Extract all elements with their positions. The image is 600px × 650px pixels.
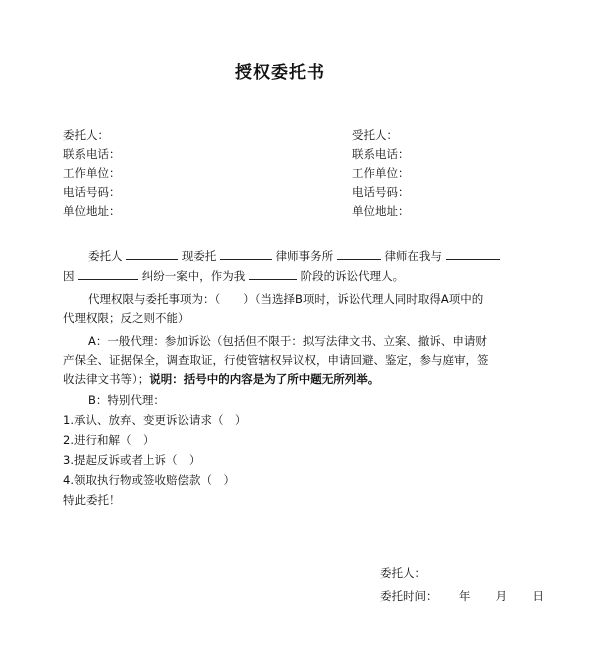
blank-stage — [249, 268, 297, 280]
general-agency-note: 说明：括号中的内容是为了所中题无所列举。 — [149, 372, 380, 386]
special-item-3: 3.提起反诉或者上诉（ ） — [63, 453, 201, 467]
authority-line-1: 代理权限与委托事项为：（ ）（当选择B项时，诉讼代理人同时取得A项中的 — [88, 292, 484, 306]
closing-text: 特此委托！ — [63, 493, 121, 507]
general-agency-docs-text: 收法律文书等）； — [63, 372, 150, 386]
signature-time-row — [380, 588, 544, 604]
signature-month: 月 — [495, 589, 508, 603]
special-item-1: 1.承认、放弃、变更诉讼请求（ ） — [63, 413, 247, 427]
special-agency-label: B：特别代理： — [88, 393, 165, 407]
agent-info — [352, 126, 410, 221]
agent-address-label: 单位地址： — [352, 204, 410, 218]
statement-entrust-text: 现委托 — [181, 249, 217, 263]
principal-info — [63, 126, 121, 221]
special-item-2: 2.进行和解（ ） — [63, 433, 155, 447]
signature-day: 日 — [532, 589, 544, 603]
statement-firm-text: 律师事务所 — [275, 249, 334, 263]
principal-name-label: 委托人： — [63, 128, 109, 142]
special-item-4: 4.领取执行物或签收赔偿款（ ） — [63, 473, 235, 487]
principal-tel-label: 电话号码： — [63, 185, 121, 199]
signature-year: 年 — [458, 589, 471, 603]
agent-work-unit-label: 工作单位： — [352, 166, 410, 180]
general-agency-line-3 — [63, 371, 379, 387]
blank-opposing-party — [446, 248, 500, 260]
statement-line-1 — [88, 248, 500, 264]
statement-case-text: 纠纷一案中，作为我 — [141, 269, 246, 283]
statement-because-text: 因 — [63, 269, 75, 283]
document-title: 授权委托书 — [235, 63, 325, 83]
blank-law-firm — [220, 248, 272, 260]
agent-tel-label: 电话号码： — [352, 185, 410, 199]
principal-phone-label: 联系电话： — [63, 147, 121, 161]
agent-name-label: 受托人： — [352, 128, 398, 142]
agent-phone-label: 联系电话： — [352, 147, 410, 161]
principal-address-label: 单位地址： — [63, 204, 121, 218]
statement-role-text: 阶段的诉讼代理人。 — [300, 269, 405, 283]
statement-lawyer-text: 律师在我与 — [384, 249, 442, 263]
signature-principal-label: 委托人： — [380, 566, 426, 580]
general-agency-line-1: A：一般代理：参加诉讼（包括但不限于：拟写法律文书、立案、撤诉、申请财 — [88, 334, 487, 348]
general-agency-line-2: 产保全、证据保全，调查取证，行使管辖权异议权，申请回避、鉴定，参与庭审，签 — [63, 353, 489, 367]
statement-line-2 — [63, 268, 404, 284]
blank-lawyer-name — [337, 248, 381, 260]
blank-dispute-type — [78, 268, 138, 280]
authority-line-2: 代理权限；反之则不能） — [63, 311, 190, 325]
statement-principal-text: 委托人 — [88, 249, 123, 263]
principal-work-unit-label: 工作单位： — [63, 166, 121, 180]
signature-time-label: 委托时间： — [380, 589, 438, 603]
blank-principal-name — [126, 248, 178, 260]
